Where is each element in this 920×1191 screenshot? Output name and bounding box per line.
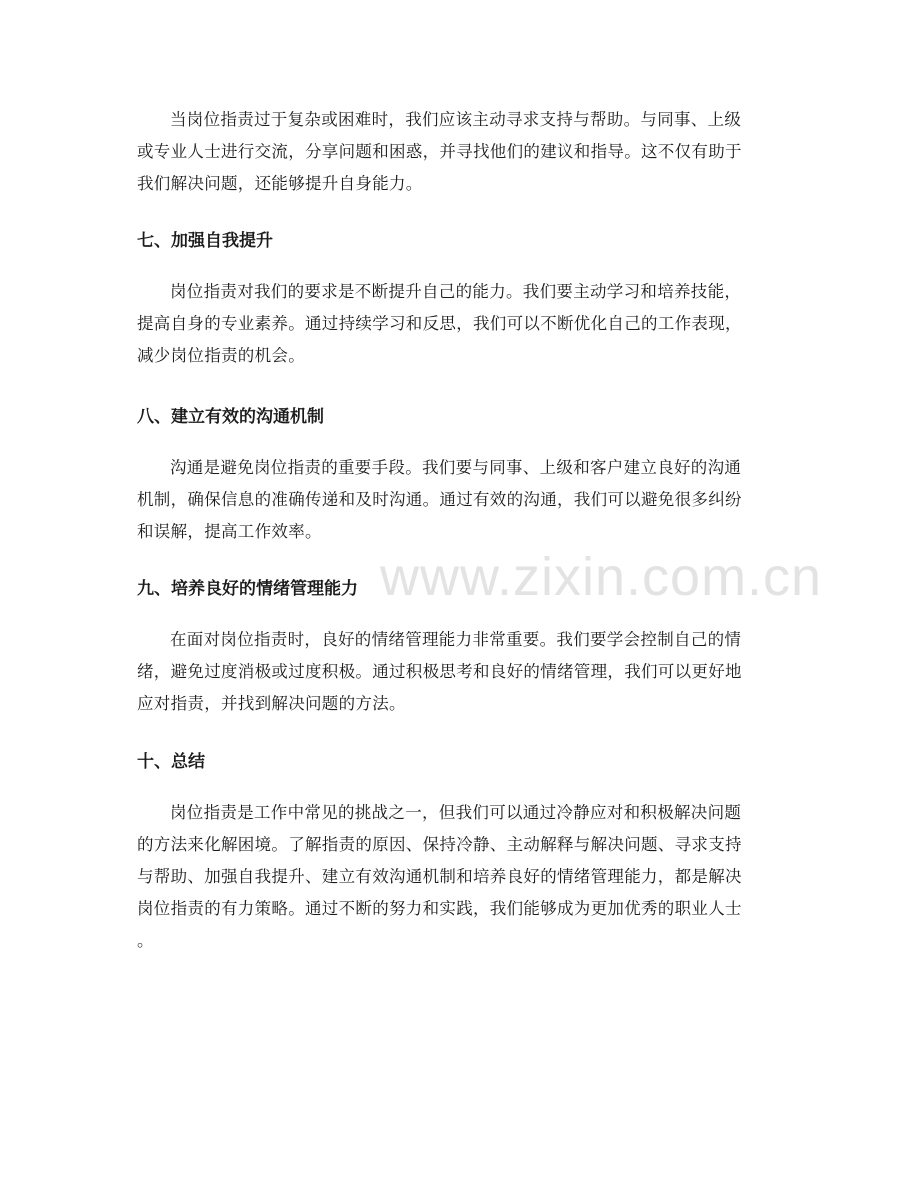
- intro-paragraph: [137, 104, 787, 200]
- section-heading-7: 七、加强自我提升: [137, 231, 273, 251]
- watermark-text: www.zixin.com.cn: [380, 547, 823, 607]
- paragraph-line: 或专业人士进行交流，分享问题和困惑，并寻找他们的建议和指导。这不仅有助于: [137, 142, 742, 161]
- paragraph-line: 减少岗位指责的机会。: [137, 346, 305, 365]
- paragraph-line: 提高自身的专业素养。通过持续学习和反思，我们可以不断优化自己的工作表现，: [137, 314, 742, 333]
- section-heading-9: 九、培养良好的情绪管理能力: [137, 579, 358, 599]
- paragraph-line: 我们解决问题，还能够提升自身能力。: [137, 174, 423, 193]
- paragraph-line: 与帮助、加强自我提升、建立有效沟通机制和培养良好的情绪管理能力，都是解决: [137, 867, 742, 886]
- paragraph-line: 岗位指责的有力策略。通过不断的努力和实践，我们能够成为更加优秀的职业人士: [137, 899, 742, 918]
- section-heading-8: 八、建立有效的沟通机制: [137, 407, 324, 427]
- paragraph-line: 。: [137, 931, 154, 950]
- paragraph-line: 和误解，提高工作效率。: [137, 522, 322, 541]
- paragraph-line: 当岗位指责过于复杂或困难时，我们应该主动寻求支持与帮助。与同事、上级: [170, 110, 742, 129]
- section-paragraph-10: [137, 797, 787, 957]
- section-paragraph-8: [137, 452, 787, 548]
- paragraph-line: 沟通是避免岗位指责的重要手段。我们要与同事、上级和客户建立良好的沟通: [170, 458, 742, 477]
- section-heading-10: 十、总结: [137, 752, 205, 772]
- paragraph-line: 岗位指责对我们的要求是不断提升自己的能力。我们要主动学习和培养技能，: [170, 282, 742, 301]
- paragraph-line: 应对指责，并找到解决问题的方法。: [137, 694, 406, 713]
- section-paragraph-7: [137, 276, 787, 372]
- paragraph-line: 在面对岗位指责时，良好的情绪管理能力非常重要。我们要学会控制自己的情: [170, 630, 742, 649]
- paragraph-line: 岗位指责是工作中常见的挑战之一，但我们可以通过冷静应对和积极解决问题: [170, 803, 742, 822]
- paragraph-line: 绪，避免过度消极或过度积极。通过积极思考和良好的情绪管理，我们可以更好地: [137, 662, 742, 681]
- paragraph-line: 机制，确保信息的准确传递和及时沟通。通过有效的沟通，我们可以避免很多纠纷: [137, 490, 742, 509]
- section-paragraph-9: [137, 624, 787, 720]
- paragraph-line: 的方法来化解困境。了解指责的原因、保持冷静、主动解释与解决问题、寻求支持: [137, 835, 742, 854]
